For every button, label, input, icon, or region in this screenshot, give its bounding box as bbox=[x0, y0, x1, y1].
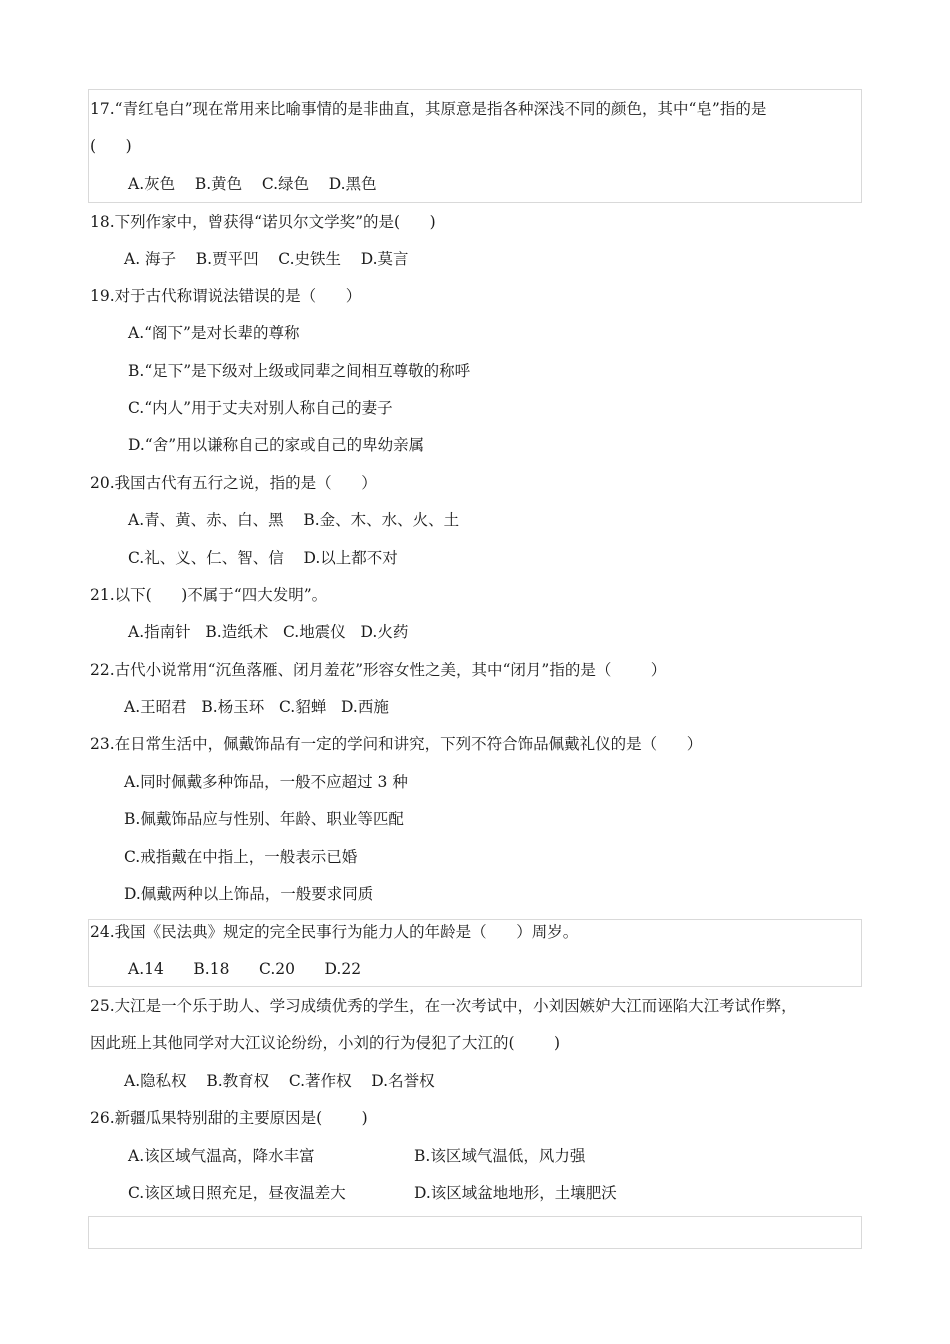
q20-options-ab: A.青、黄、赤、白、黑 B.金、木、水、火、土 bbox=[128, 511, 460, 529]
q23-option-b: B.佩戴饰品应与性别、年龄、职业等匹配 bbox=[124, 810, 404, 828]
frame-bottom bbox=[88, 1216, 862, 1249]
q19-option-a: A.“阁下”是对长辈的尊称 bbox=[128, 324, 300, 342]
q17-options: A.灰色 B.黄色 C.绿色 D.黑色 bbox=[128, 175, 377, 193]
q23-option-a: A.同时佩戴多种饰品，一般不应超过 3 种 bbox=[124, 773, 408, 791]
q26-option-d: D.该区域盆地地形，土壤肥沃 bbox=[414, 1184, 617, 1202]
q25-stem-line1: 25.大江是一个乐于助人、学习成绩优秀的学生，在一次考试中，小刘因嫉妒大江而诬陷大江考试作弊， bbox=[90, 997, 797, 1015]
q24-options: A.14 B.18 C.20 D.22 bbox=[128, 960, 362, 978]
q23-option-d: D.佩戴两种以上饰品，一般要求同质 bbox=[124, 885, 374, 903]
q26-stem: 26.新疆瓜果特别甜的主要原因是( ) bbox=[90, 1109, 368, 1127]
q18-options: A. 海子 B.贾平凹 C.史铁生 D.莫言 bbox=[124, 250, 409, 268]
q22-stem: 22.古代小说常用“沉鱼落雁、闭月羞花”形容女性之美，其中“闭月”指的是（ ） bbox=[90, 661, 667, 679]
q20-stem: 20.我国古代有五行之说，指的是（ ） bbox=[90, 474, 377, 492]
q19-option-c: C.“内人”用于丈夫对别人称自己的妻子 bbox=[128, 399, 393, 417]
q26-option-b: B.该区域气温低，风力强 bbox=[414, 1147, 586, 1165]
q22-options: A.王昭君 B.杨玉环 C.貂蝉 D.西施 bbox=[124, 698, 389, 716]
q17-stem-line2: ( ) bbox=[90, 137, 132, 155]
q26-option-a: A.该区域气温高，降水丰富 bbox=[128, 1147, 315, 1165]
q24-stem: 24.我国《民法典》规定的完全民事行为能力人的年龄是（ ）周岁。 bbox=[90, 923, 579, 941]
q21-stem: 21.以下( )不属于“四大发明”。 bbox=[90, 586, 328, 604]
q20-options-cd: C.礼、义、仁、智、信 D.以上都不对 bbox=[128, 549, 398, 567]
q19-stem: 19.对于古代称谓说法错误的是（ ） bbox=[90, 287, 362, 305]
q21-options: A.指南针 B.造纸术 C.地震仪 D.火药 bbox=[128, 623, 409, 641]
q17-stem-line1: 17.“青红皂白”现在常用来比喻事情的是非曲直，其原意是指各种深浅不同的颜色，其中“皂”指的是 bbox=[90, 100, 767, 118]
q18-stem: 18.下列作家中，曾获得“诺贝尔文学奖”的是( ) bbox=[90, 213, 436, 231]
q25-options: A.隐私权 B.教育权 C.著作权 D.名誉权 bbox=[124, 1072, 435, 1090]
q26-option-c: C.该区域日照充足，昼夜温差大 bbox=[128, 1184, 346, 1202]
q19-option-d: D.“舍”用以谦称自己的家或自己的卑幼亲属 bbox=[128, 436, 425, 454]
q23-option-c: C.戒指戴在中指上，一般表示已婚 bbox=[124, 848, 358, 866]
q25-stem-line2: 因此班上其他同学对大江议论纷纷，小刘的行为侵犯了大江的( ) bbox=[90, 1034, 561, 1052]
q23-stem: 23.在日常生活中，佩戴饰品有一定的学问和讲究，下列不符合饰品佩戴礼仪的是（ ） bbox=[90, 735, 703, 753]
q19-option-b: B.“足下”是下级对上级或同辈之间相互尊敬的称呼 bbox=[128, 362, 471, 380]
